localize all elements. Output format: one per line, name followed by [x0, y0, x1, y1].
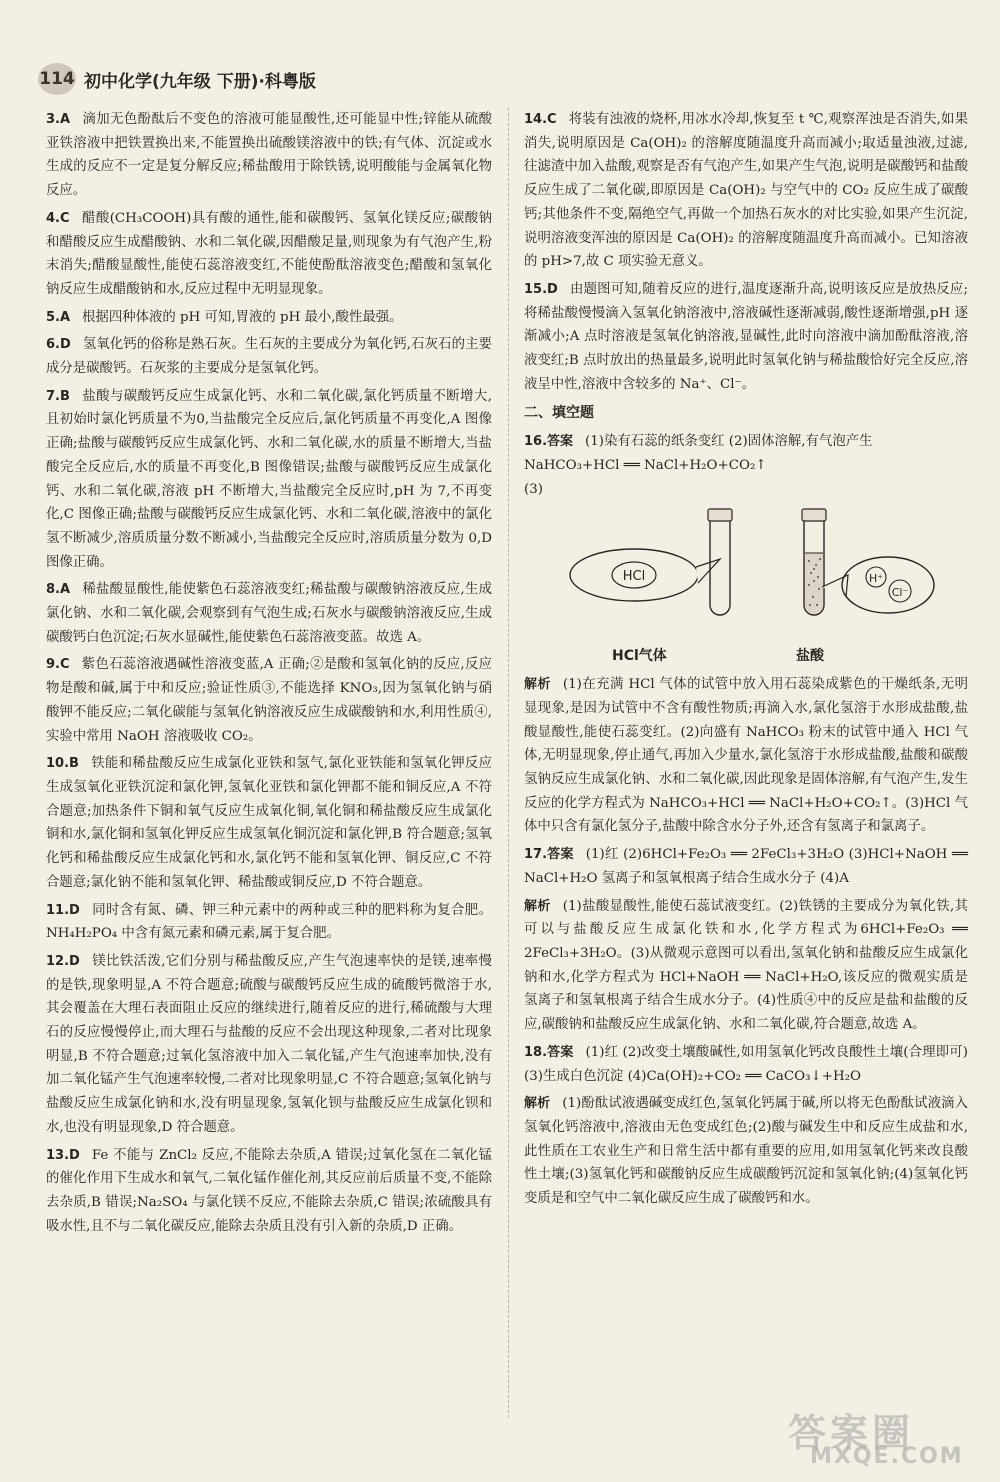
- answer-item-5: 5.A 根据四种体液的 pH 可知,胃液的 pH 最小,酸性最强。: [46, 309, 403, 325]
- answer-item-9: 9.C 紫色石蕊溶液遇碱性溶液变蓝,A 正确;②是酸和氢氧化钠的反应,反应物是酸和碱,属于中和反应;验证性质③,不能选择 KNO₃,因为氢氧化钠与硝酸钾不能反应;二氧化碳能与氢氧化钠溶液反应生成碳酸钠和水,利用性质④,实验中常用 NaOH 溶液吸收 CO₂。: [46, 657, 492, 744]
- answer-item-11: 11.D 同时含有氮、磷、钾三种元素中的两种或三种的肥料称为复合肥。NH₄H₂PO₄ 中含有氮元素和磷元素,属于复合肥。: [46, 902, 492, 942]
- answer-item-13: 13.D Fe 不能与 ZnCl₂ 反应,不能除去杂质,A 错误;过氧化氢在二氧化锰的催化作用下生成水和氧气,二氧化锰作催化剂,其反应前后质量不变,不能除去杂质,B 错误;Na₂SO₄ 与氯化镁不反应,不能除去杂质,C 错误;浓硫酸具有吸水性,且不与二氧化碳反应,能除去杂质且没有引入新的杂质,D 正确。: [46, 1147, 492, 1234]
- right-tube-stopper: [802, 509, 826, 521]
- hydrochloric-acid-caption: 盐酸: [796, 648, 824, 665]
- test-tube-diagram: [524, 505, 968, 673]
- hcl-gas-caption: HCl气体: [612, 648, 667, 665]
- answer-item-6: 6.D 氢氧化钙的俗称是熟石灰。生石灰的主要成分为氧化钙,石灰石的主要成分是碳酸钙。石灰浆的主要成分是氢氧化钙。: [46, 337, 492, 377]
- q18-analysis: 解析 (1)酚酞试液遇碱变成红色,氢氧化钙属于碱,所以将无色酚酞试液滴入氢氧化钙溶液中,溶液由无色变成红色;(2)酸与碱发生中和反应生成盐和水,此性质在工农业生产和日常生活中都有重要的应用,如用氢氧化钙来改良酸性土壤;(3)氢氧化钙和碳酸钠反应生成碳酸钙沉淀和氢氧化钠;(4)氢氧化钙变质是和空气中二氧化碳反应生成了碳酸钙和水。: [524, 1096, 968, 1207]
- hydrochloric-acid-bubble: [842, 557, 934, 613]
- column-divider: [508, 108, 509, 1418]
- watermark-url: MXQE.COM: [810, 1444, 964, 1469]
- hydrogen-ion-label: H⁺: [868, 572, 884, 586]
- q16-analysis: 解析 (1)在充满 HCl 气体的试管中放入用石蕊染成紫色的干燥纸条,无明显现象,是因为试管中不含有酸性物质;再滴入水,氯化氢溶于水形成盐酸,盐酸显酸性,能使石蕊变红。(2)向盛有 NaHCO₃ 粉末的试管中通入 HCl 气体,无明显现象,停止通气,再加入少量水,氯化氢溶于水形成盐酸,盐酸和碳酸氢钠反应生成氯化钠、水和二氧化碳,因此现象是固体溶解,有气泡产生,发生反应的化学方程式为 NaHCO₃+HCl ══ NaCl+H₂O+CO₂↑。(3)HCl 气体中只含有氯化氢分子,盐酸中除含水分子外,还含有氢离子和氯离子。: [524, 677, 968, 835]
- bubble-pointer-left: [696, 559, 720, 583]
- left-test-tube: [710, 521, 730, 615]
- answer-item-4: 4.C 醋酸(CH₃COOH)具有酸的通性,能和碳酸钙、氢氧化镁反应;碳酸钠和醋酸反应生成醋酸钠、水和二氧化碳,因醋酸足量,则现象为有气泡产生,粉末消失;醋酸显酸性,能使石蕊溶液变红,不能使酚酞溶液变色;醋酸和氢氧化钠反应生成醋酸钠和水,反应过程中无明显现象。: [46, 210, 492, 297]
- book-title: 初中化学(九年级 下册)·科粤版: [84, 71, 316, 92]
- answer-item-16: 16.答案 (1)染有石蕊的纸条变红 (2)固体溶解,有气泡产生 NaHCO₃+HCl ══ NaCl+H₂O+CO₂↑ (3): [524, 434, 873, 497]
- site-watermark: [780, 1402, 980, 1472]
- q16-equation: NaHCO₃+HCl ══ NaCl+H₂O+CO₂↑: [524, 457, 767, 473]
- q17-analysis: 解析 (1)盐酸显酸性,能使石蕊试液变红。(2)铁锈的主要成分为氧化铁,其可以与盐酸反应生成氯化铁和水,化学方程式为6HCl+Fe₂O₃ ══ 2FeCl₃+3H₂O。(3)从微观示意图可以看出,氢氧化钠和盐酸反应生成氯化钠和水,化学方程式为 HCl+NaOH ══ NaCl+H₂O,该反应的微观实质是氢离子和氢氧根离子结合生成水分子。(4)性质④中的反应是盐和盐酸的反应,碳酸钠和盐酸反应生成氯化钠、水和二氧化碳,符合题意,故选 A。: [524, 898, 968, 1033]
- test-tube-figure: [524, 505, 968, 673]
- answer-item-15: 15.D 由题图可知,随着反应的进行,温度逐渐升高,说明该反应是放热反应;将稀盐酸慢慢滴入氢氧化钠溶液中,溶液碱性逐渐减弱,酸性逐渐增强,pH 逐渐减小;A 点时溶液是氢氧化钠溶液,显碱性,此时向溶液中滴加酚酞溶液,溶液变红;B 点时放出的热量最多,说明此时氢氧化钠与稀盐酸恰好完全反应,溶液呈中性,溶液中含较多的 Na⁺、Cl⁻。: [524, 281, 968, 392]
- acid-liquid: [805, 553, 823, 614]
- section-title: 二、填空题: [524, 405, 594, 422]
- left-column: [46, 108, 492, 1242]
- answer-item-10: 10.B 铁能和稀盐酸反应生成氯化亚铁和氢气,氯化亚铁能和氢氧化钾反应生成氢氧化亚铁沉淀和氯化钾,氢氧化亚铁和氯化钾都不能和铜反应,A 不符合题意;加热条件下铜和氧气反应生成氧化铜,氧化铜和稀盐酸反应生成氯化铜和水,氯化铜和氢氧化钾反应生成氢氧化铜沉淀和氯化钾,B 符合题意;氢氧化钙和稀盐酸反应生成氯化钙和水,氯化钙不能和氢氧化钾、铜反应,C 不符合题意;氯化钠不能和氢氧化钾、稀盐酸或铜反应,D 不符合题意。: [46, 756, 492, 890]
- right-column: [524, 108, 968, 1215]
- answer-item-8: 8.A 稀盐酸显酸性,能使紫色石蕊溶液变红;稀盐酸与碳酸钠溶液反应,生成氯化钠、水和二氧化碳,会观察到有气泡生成;石灰水与碳酸钠溶液反应,生成碳酸钙白色沉淀;石灰水显碱性,能使紫色石蕊溶液变蓝。故选 A。: [46, 582, 492, 645]
- page-number: 114: [38, 63, 76, 95]
- q16-part3: (3): [524, 481, 543, 497]
- answer-item-18: 18.答案 (1)红 (2)改变土壤酸碱性,如用氢氧化钙改良酸性土壤(合理即可) (3)生成白色沉淀 (4)Ca(OH)₂+CO₂ ══ CaCO₃↓+H₂O: [524, 1044, 969, 1084]
- answer-item-3: 3.A 滴加无色酚酞后不变色的溶液可能显酸性,还可能显中性;锌能从硫酸亚铁溶液中把铁置换出来,不能置换出硫酸镁溶液中的铁;有气体、沉淀或水生成的反应不一定是复分解反应;稀盐酸用于除铁锈,说明酸能与金属氧化物反应。: [46, 112, 492, 199]
- watermark-logo-text: 答案圈: [788, 1411, 915, 1455]
- left-tube-stopper: [708, 509, 732, 521]
- chloride-ion-label: Cl⁻: [891, 586, 909, 600]
- answer-item-12: 12.D 镁比铁活泼,它们分别与稀盐酸反应,产生气泡速率快的是镁,速率慢的是铁,现象明显,A 不符合题意;硫酸与碳酸钙反应生成的硫酸钙微溶于水,其会覆盖在大理石表面阻止反应的继续进行,随着反应的进行,稀硫酸与大理石的反应慢慢停止,而大理石与盐酸的反应不会出现这种现象,二者对比现象明显,B 不符合题意;过氧化氢溶液中加入二氧化锰,产生气泡速率加快,没有加二氧化锰产生气泡速率较慢,二者对比现象明显,C 不符合题意;氢氧化钠与盐酸反应生成氯化钠和水,没有明显现象,氢氧化钡与盐酸反应生成氯化钡和水,也没有明显现象,D 符合题意。: [46, 953, 492, 1135]
- answer-item-7: 7.B 盐酸与碳酸钙反应生成氯化钙、水和二氧化碳,氯化钙质量不断增大,且初始时氯化钙质量不为0,当盐酸完全反应后,氯化钙质量不再变化,A 图像正确;盐酸与碳酸钙反应生成氯化钙、水和二氧化碳,水的质量不断增大,当盐酸完全反应后,水的质量不再变化,B 图像错误;盐酸与碳酸钙反应生成氯化钙、水和二氧化碳,溶液 pH 不断增大,当盐酸完全反应时,pH 为 7,不再变化,C 图像正确;盐酸与碳酸钙反应生成氯化钙、水和二氧化碳,溶液中的氯化氢不断减少,溶质质量分数不断减小,当盐酸完全反应时,溶质质量分数为 0,D 图像正确。: [46, 388, 492, 570]
- hcl-molecule-label: HCl: [622, 569, 646, 585]
- page-header: [38, 62, 316, 96]
- answer-item-14: 14.C 将装有浊液的烧杯,用冰水冷却,恢复至 t ℃,观察浑浊是否消失,如果消失,说明原因是 Ca(OH)₂ 的溶解度随温度升高而减小;取适量浊液,过滤,往滤渣中加入盐酸,观察是否有气泡产生,如果产生气泡,说明是碳酸钙和盐酸反应生成了二氧化碳,即原因是 Ca(OH)₂ 与空气中的 CO₂ 反应生成了碳酸钙;其他条件不变,隔绝空气,再做一个加热石灰水的对比实验,如果产生沉淀,说明溶液变浑浊的原因是 Ca(OH)₂ 的溶解度随温度升高而减小。已知溶液的 pH>7,故 C 项实验无意义。: [524, 112, 968, 270]
- answer-item-17: 17.答案 (1)红 (2)6HCl+Fe₂O₃ ══ 2FeCl₃+3H₂O (3)HCl+NaOH ══ NaCl+H₂O 氢离子和氢氧根离子结合生成水分子 (4)A: [524, 847, 968, 886]
